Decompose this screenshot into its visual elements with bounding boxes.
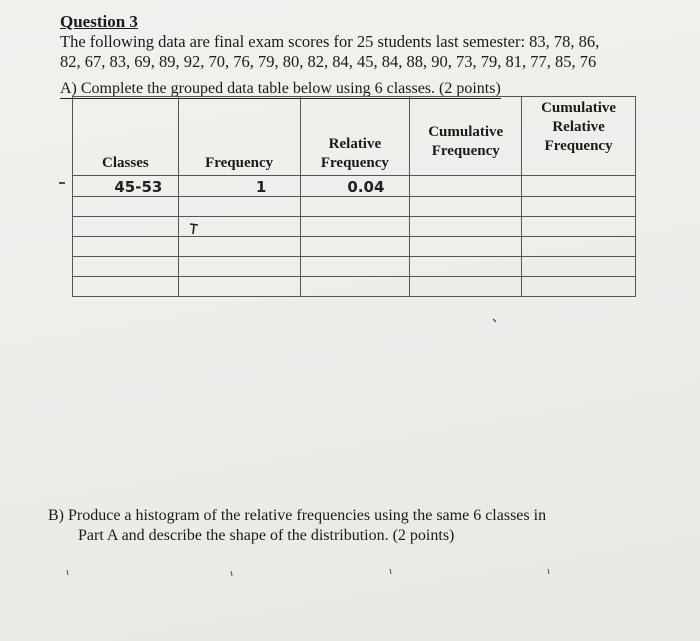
cell-frequency[interactable]	[178, 197, 300, 217]
cell-cum-relative[interactable]	[522, 176, 636, 197]
header-cumulative-frequency: Cumulative Frequency	[410, 97, 522, 176]
cell-relative[interactable]: 0.04	[300, 176, 410, 197]
pen-mark-tick	[188, 222, 200, 236]
header-relative-frequency: Relative Frequency	[300, 97, 410, 176]
cell-frequency[interactable]: 1	[178, 176, 300, 197]
header-cumulative-relative-frequency: Cumulative Relative Frequency	[522, 97, 636, 176]
cell-cumulative[interactable]	[410, 217, 522, 237]
cell-relative[interactable]	[300, 217, 410, 237]
part-a-label: A) Complete the grouped data table below using 6 classes. (2 points)	[60, 80, 501, 97]
cell-frequency[interactable]	[178, 277, 300, 297]
cell-classes[interactable]	[73, 217, 179, 237]
part-b-line-2: Part A and describe the shape of the distribution. (2 points)	[78, 527, 455, 544]
table-row	[73, 176, 636, 197]
part-b-line-1: B) Produce a histogram of the relative frequencies using the same 6 classes in	[48, 507, 547, 524]
cell-classes[interactable]: 45-53	[73, 176, 179, 197]
cell-cum-relative[interactable]	[522, 277, 636, 297]
cell-relative[interactable]	[300, 237, 410, 257]
cell-frequency[interactable]	[178, 237, 300, 257]
cell-classes[interactable]	[73, 277, 179, 297]
cell-cum-relative[interactable]	[522, 197, 636, 217]
table-row	[73, 277, 636, 297]
cell-classes[interactable]	[73, 197, 179, 217]
cell-cum-relative[interactable]	[522, 257, 636, 277]
cell-cumulative[interactable]	[410, 277, 522, 297]
intro-line-1: The following data are final exam scores for 25 students last semester: 83, 78, 86,	[60, 32, 600, 51]
cell-classes[interactable]	[73, 257, 179, 277]
table-row	[73, 217, 636, 237]
part-b-instruction	[48, 506, 648, 546]
pen-mark-dash	[58, 180, 66, 186]
table-row	[73, 257, 636, 277]
cell-cumulative[interactable]	[410, 237, 522, 257]
cell-cum-relative[interactable]	[522, 217, 636, 237]
header-classes: Classes	[73, 97, 179, 176]
cell-relative[interactable]	[300, 257, 410, 277]
cell-cum-relative[interactable]	[522, 237, 636, 257]
question-intro	[60, 32, 660, 72]
cell-classes[interactable]	[73, 237, 179, 257]
cell-cumulative[interactable]	[410, 257, 522, 277]
grouped-data-table	[72, 96, 636, 297]
cell-relative[interactable]	[300, 197, 410, 217]
cell-cumulative[interactable]	[410, 176, 522, 197]
cell-cumulative[interactable]	[410, 197, 522, 217]
intro-line-2: 82, 67, 83, 69, 89, 92, 70, 76, 79, 80, 82, 84, 45, 84, 88, 90, 73, 79, 81, 77, 85, 76	[60, 52, 597, 71]
pen-mark-dot	[492, 318, 498, 324]
question-title: Question 3	[60, 12, 138, 31]
cell-relative[interactable]	[300, 277, 410, 297]
cell-frequency[interactable]	[178, 257, 300, 277]
pen-mark-specks	[60, 566, 560, 578]
table-row	[73, 197, 636, 217]
table-row	[73, 237, 636, 257]
header-frequency: Frequency	[178, 97, 300, 176]
table-header-row	[73, 97, 636, 176]
